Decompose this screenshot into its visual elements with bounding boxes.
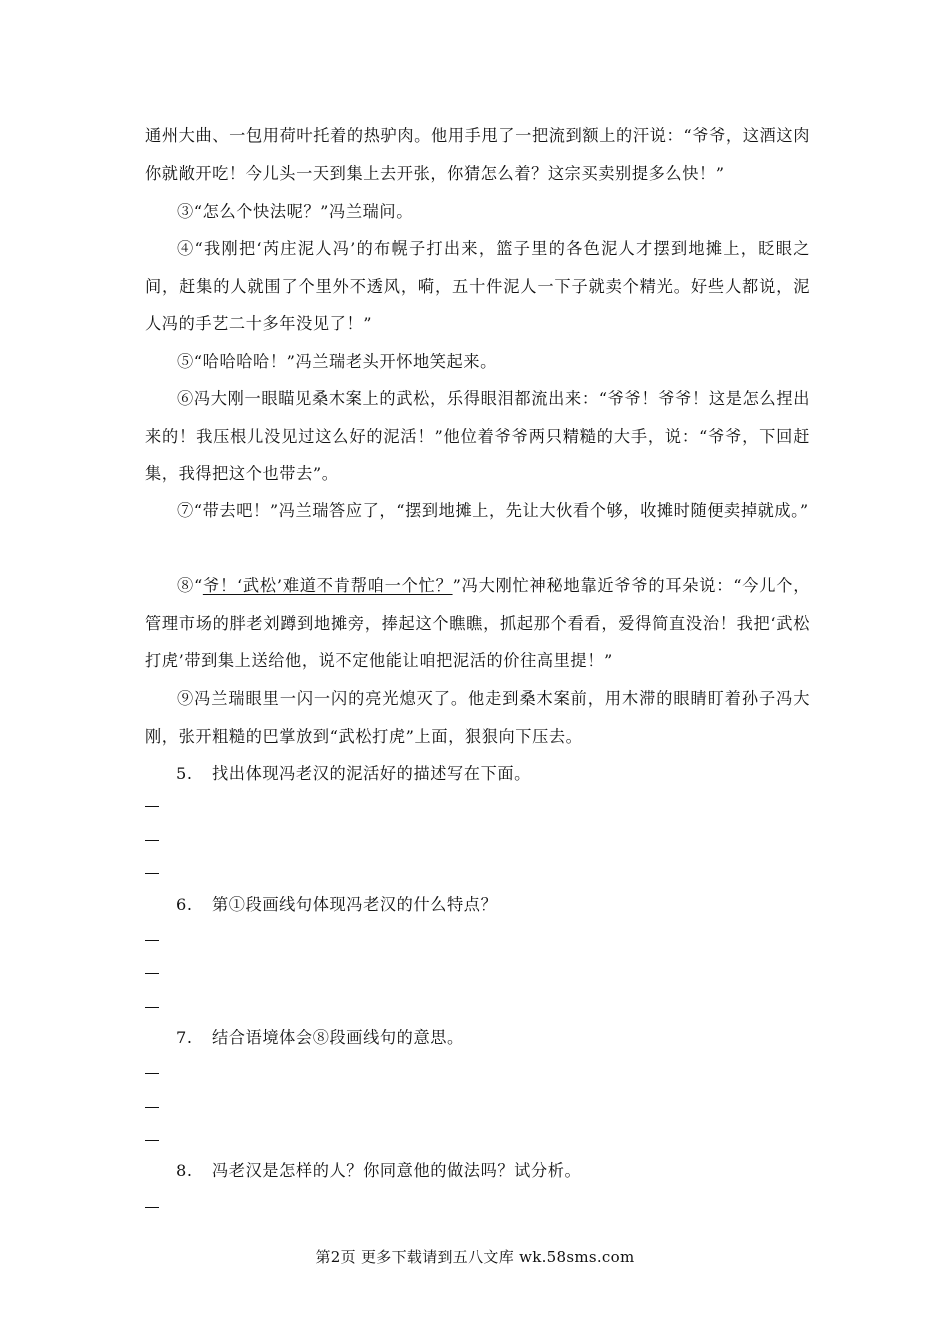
question-5 <box>176 760 531 784</box>
answer-line[interactable] <box>145 1107 159 1108</box>
question-text: 结合语境体会⑧段画线句的意思。 <box>212 1028 464 1047</box>
answer-line[interactable] <box>145 806 159 807</box>
question-7 <box>176 1024 464 1048</box>
question-6 <box>176 891 497 915</box>
question-number: 7. <box>176 1028 193 1047</box>
paragraph-6: ⑥冯大刚一眼瞄见桑木案上的武松，乐得眼泪都流出来：“爷爷！爷爷！这是怎么捏出来的！我压根儿没见过这么好的泥活！”他位着爷爷两只精糙的大手，说：“爷爷，下回赶集，我得把这个也带去”。 <box>145 389 810 483</box>
paragraph-continued: 通州大曲、一包用荷叶托着的热驴肉。他用手甩了一把流到额上的汗说：“爷爷，这酒这肉你就敞开吃！今儿头一天到集上去开张，你猜怎么着？这宗买卖别提多么快！” <box>145 126 810 183</box>
answer-line[interactable] <box>145 940 159 941</box>
question-number: 6. <box>176 895 193 914</box>
question-text: 找出体现冯老汉的泥活好的描述写在下面。 <box>212 764 531 783</box>
paragraph-8-rest: ”冯大刚忙神秘地靠近爷爷的耳朵说：“今儿个，管理市场的胖老刘蹲到地摊旁，捧起这个瞧瞧，抓起那个看看，爱得简直没治！我把‘武松打虎’带到集上送给他，说不定他能让咱把泥活的价往高里提！” <box>145 576 810 670</box>
question-text: 第①段画线句体现冯老汉的什么特点？ <box>212 895 498 914</box>
answer-line[interactable] <box>145 1073 159 1074</box>
question-8 <box>176 1157 581 1181</box>
answer-line[interactable] <box>145 1140 159 1141</box>
answer-line[interactable] <box>145 973 159 974</box>
answer-line[interactable] <box>145 1007 159 1008</box>
paragraph-5: ⑤“哈哈哈哈！”冯兰瑞老头开怀地笑起来。 <box>177 352 497 371</box>
answer-line[interactable] <box>145 840 159 841</box>
paragraph-4: ④“我刚把‘芮庄泥人冯’的布幌子打出来，篮子里的各色泥人才摆到地摊上，眨眼之间，赶集的人就围了个里外不透风，嗬，五十件泥人一下子就卖个精光。好些人都说，泥人冯的手艺二十多年没见了！” <box>145 239 810 333</box>
paragraph-3: ③“怎么个快法呢？”冯兰瑞问。 <box>177 202 413 221</box>
paragraph-7: ⑦“带去吧！”冯兰瑞答应了，“摆到地摊上，先让大伙看个够，收摊时随便卖掉就成。” <box>177 501 809 520</box>
question-number: 5. <box>176 764 193 783</box>
page-footer: 第2页 更多下载请到五八文库 wk.58sms.com <box>315 1248 635 1266</box>
answer-line[interactable] <box>145 873 159 874</box>
paragraph-8-prefix: ⑧“ <box>177 576 203 595</box>
underlined-sentence: 爷！‘武松’难道不肯帮咱一个忙？ <box>202 576 453 595</box>
paragraph-9: ⑨冯兰瑞眼里一闪一闪的亮光熄灭了。他走到桑木案前，用木滞的眼睛盯着孙子冯大刚，张开粗糙的巴掌放到“武松打虎”上面，狠狠向下压去。 <box>145 689 810 746</box>
paragraph-8 <box>145 567 810 680</box>
question-number: 8. <box>176 1161 193 1180</box>
answer-line[interactable] <box>145 1207 159 1208</box>
question-text: 冯老汉是怎样的人？你同意他的做法吗？试分析。 <box>212 1161 582 1180</box>
